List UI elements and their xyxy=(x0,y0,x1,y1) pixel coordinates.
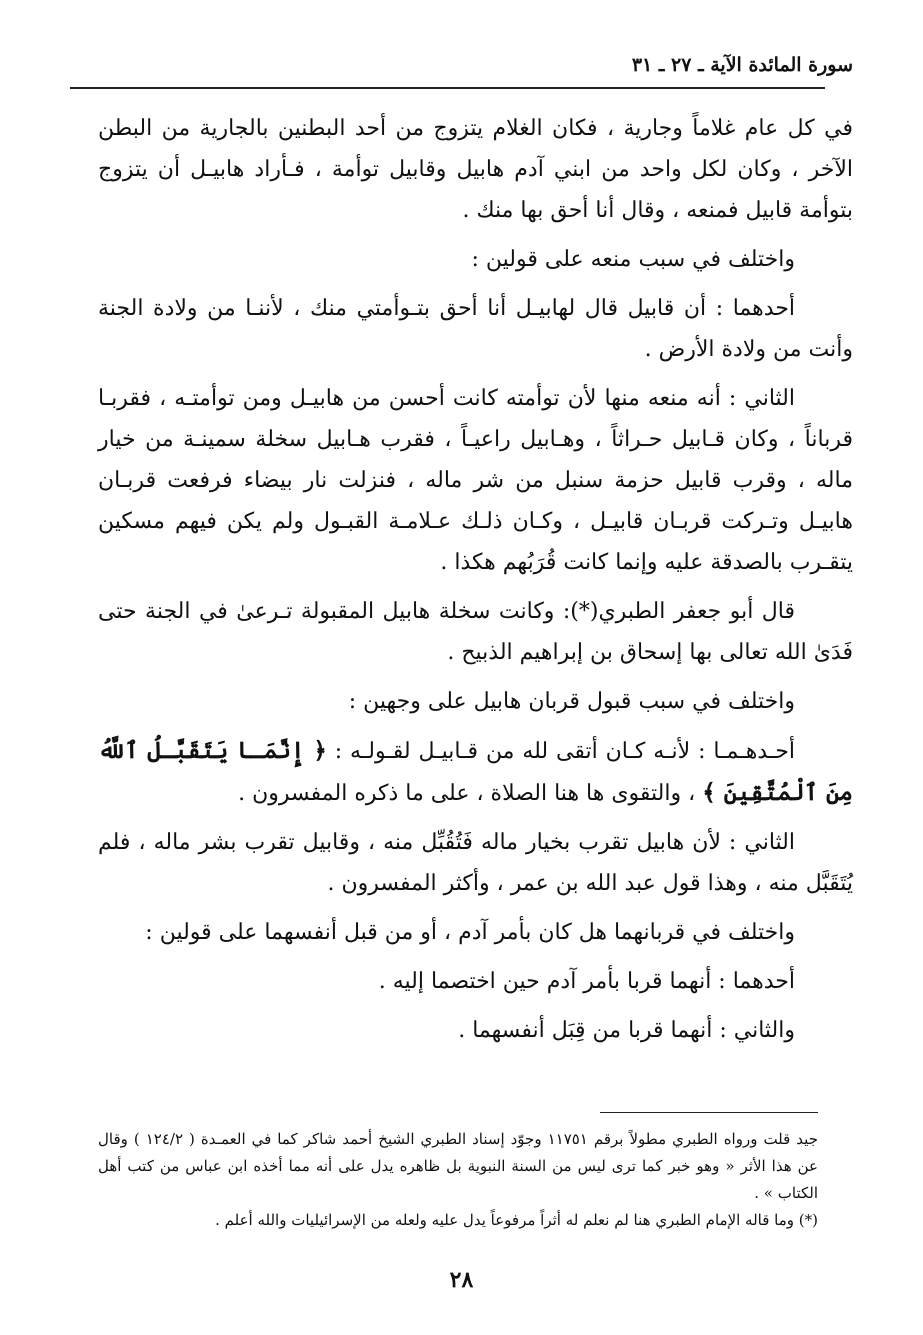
paragraph-1: في كل عام غلاماً وجارية ، فكان الغلام يتزوج من أحد البطنين بالجارية من البطن الآخر ، وكان لكل واحد من ابني آدم هابيل وقابيل توأمة ، فـأراد هابيـل أن يتزوج بتوأمة قابيل فمنعه ، وقال أنا أحق بها منك . xyxy=(98,116,853,223)
footnote-2: (*) وما قاله الإمام الطبري هنا لم نعلم له أثراً مرفوعاً يدل عليه ولعله من الإسرائيليات والله أعلم . xyxy=(215,1211,818,1229)
footnote-divider xyxy=(600,1112,818,1113)
paragraph-3: أحدهما : أن قابيل قال لهابيـل أنا أحق بتـوأمتي منك ، لأننـا من ولادة الجنة وأنت من ولادة الأرض . xyxy=(98,296,853,362)
paragraph-9: واختلف في قربانهما هل كان بأمر آدم ، أو من قبل أنفسهما على قولين : xyxy=(145,920,795,945)
paragraph-7-rest: ، والتقوى ها هنا الصلاة ، على ما ذكره المفسرون . xyxy=(238,781,696,806)
paragraph-11: والثاني : أنهما قربا من قِبَل أنفسهما . xyxy=(458,1018,795,1043)
page-number: ٢٨ xyxy=(449,1267,474,1293)
footnotes xyxy=(98,1126,818,1234)
paragraph-4: الثاني : أنه منعه منها لأن توأمته كانت أحسن من هابيـل ومن توأمتـه ، فقربـا قرباناً ، وكان قـابيل حـراثاً ، وهـابيل راعيـاً ، فقرب هـابيل سخلة سمينـة من خيار ماله ، وقرب قابيل حزمة سنبل من شر ماله ، فنزلت نار بيضاء فرفعت قربـان هابيـل وتـركت قربـان قابيـل ، وكـان ذلـك عـلامـة القبـول ولم يكن فيهم مسكين يتقـرب بالصدقة عليه وإنما كانت قُرَبُهم هكذا . xyxy=(98,386,853,575)
paragraph-10: أحدهما : أنهما قربا بأمر آدم حين اختصما إليه . xyxy=(378,969,795,994)
main-text xyxy=(98,108,853,1059)
paragraph-8: الثاني : لأن هابيل تقرب بخيار ماله فَتُقُبِّل منه ، وقابيل تقرب بشر ماله ، فلم يُتَقَبَّل منه ، وهذا قول عبد الله بن عمر ، وأكثر المفسرون . xyxy=(98,830,853,896)
footnote-1: جيد قلت ورواه الطبري مطولاً برقم ١١٧٥١ وجوّد إسناد الطبري الشيخ أحمد شاكر كما في العمـدة ( ١٢٤/٢ ) وقال عن هذا الأثر « وهو خبر كما ترى ليس من السنة النبوية بل ظاهره يدل على أنه مما أخذه ابن عباس من كتب أهل الكتاب » . xyxy=(98,1130,818,1202)
header-divider xyxy=(70,87,825,89)
paragraph-6: واختلف في سبب قبول قربان هابيل على وجهين : xyxy=(348,689,795,714)
running-header: سورة المائدة الآية ـ ٢٧ ـ ٣١ xyxy=(631,54,853,76)
paragraph-2: واختلف في سبب منعه على قولين : xyxy=(471,247,795,272)
paragraph-7-intro: أحـدهـمـا : لأنـه كـان أتقى لله من قـابيـل لقـولـه : xyxy=(326,739,795,764)
quran-verse: ﴿ إِنَّمَـا يَتَقَبَّـلُ ٱللَّهُ مِنَ ٱلْمُتَّقِينَ ﴾ xyxy=(98,737,853,806)
paragraph-7 xyxy=(98,730,853,814)
paragraph-5: قال أبو جعفر الطبري(*): وكانت سخلة هابيل المقبولة تـرعىٰ في الجنة حتى فَدَىٰ الله تعالى بها إسحاق بن إبراهيم الذبيح . xyxy=(98,599,853,665)
